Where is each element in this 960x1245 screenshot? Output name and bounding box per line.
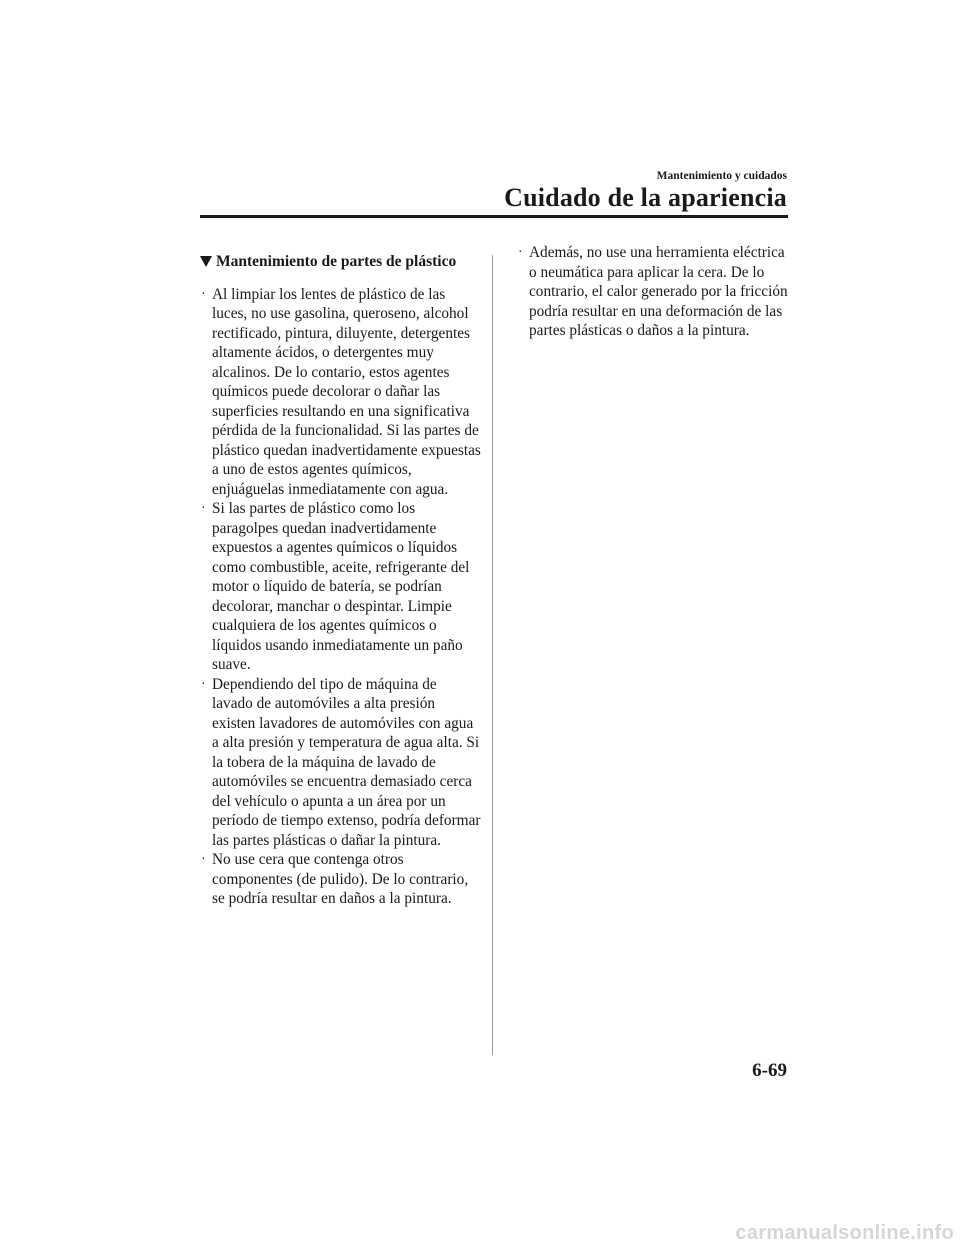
- list-item-text: Al limpiar los lentes de plástico de las luces, no use gasolina, queroseno, alcohol rectificado, pintura, diluyente, detergentes altamente ácidos, o detergentes muy alcalinos. De lo contario, estos agentes químicos puede decolorar o dañar las superficies resultando en una significativa pérdida de la funcionalidad. Si las partes de plástico quedan inadvertidamente expuestas a uno de estos agentes químicos, enjuáguelas inmediatamente con agua.: [212, 285, 481, 498]
- list-item-text: Dependiendo del tipo de máquina de lavado de automóviles a alta presión existen lavadores de automóviles con agua a alta presión y temperatura de agua alta. Si la tobera de la máquina de lavado de automóviles se encuentra demasiado cerca del vehículo o apunta a un área por un período de tiempo extenso, podría deformar las partes plásticas o dañar la pintura.: [212, 675, 481, 849]
- triangle-down-icon: [200, 256, 212, 267]
- column-divider: [492, 255, 493, 1055]
- bullet-list-left: [199, 285, 481, 909]
- bullet-dot: ·: [201, 501, 206, 516]
- watermark: carmanualsonline.info: [735, 1222, 954, 1244]
- header-section-label: Mantenimiento y cuidados: [656, 170, 787, 182]
- list-item: [199, 675, 481, 851]
- list-item-text: No use cera que contenga otros componentes (de pulido). De lo contrario, se podría resultar en daños a la pintura.: [212, 851, 469, 907]
- page-number: 6-69: [752, 1060, 787, 1081]
- bullet-dot: ·: [201, 676, 206, 692]
- list-item: [199, 285, 481, 500]
- left-column: [199, 252, 481, 909]
- list-item: [516, 243, 788, 341]
- header-chapter-title: Cuidado de la apariencia: [504, 183, 787, 212]
- bullet-dot: ·: [201, 286, 206, 302]
- list-item-text: Si las partes de plástico como los paragolpes quedan inadvertidamente expuestos a agentes químicos o líquidos como combustible, aceite, refrigerante del motor o líquido de batería, se podrían decolorar, manchar o despintar. Limpie cualquiera de los agentes químicos o líquidos usando inmediatamente un paño suave.: [212, 500, 470, 673]
- bullet-dot: ·: [518, 245, 523, 260]
- list-item: [199, 499, 481, 675]
- list-item: [199, 850, 481, 909]
- list-item-text: Además, no use una herramienta eléctrica o neumática para aplicar la cera. De lo contrario, el calor generado por la fricción podría resultar en una deformación de las partes plásticas o daños a la pintura.: [529, 244, 788, 339]
- bullet-dot: ·: [201, 852, 206, 867]
- bullet-list-right: [516, 243, 788, 341]
- section-heading: [199, 252, 481, 272]
- right-column: [516, 243, 788, 341]
- header-divider: [200, 215, 788, 218]
- section-heading-text: Mantenimiento de partes de plástico: [216, 253, 457, 270]
